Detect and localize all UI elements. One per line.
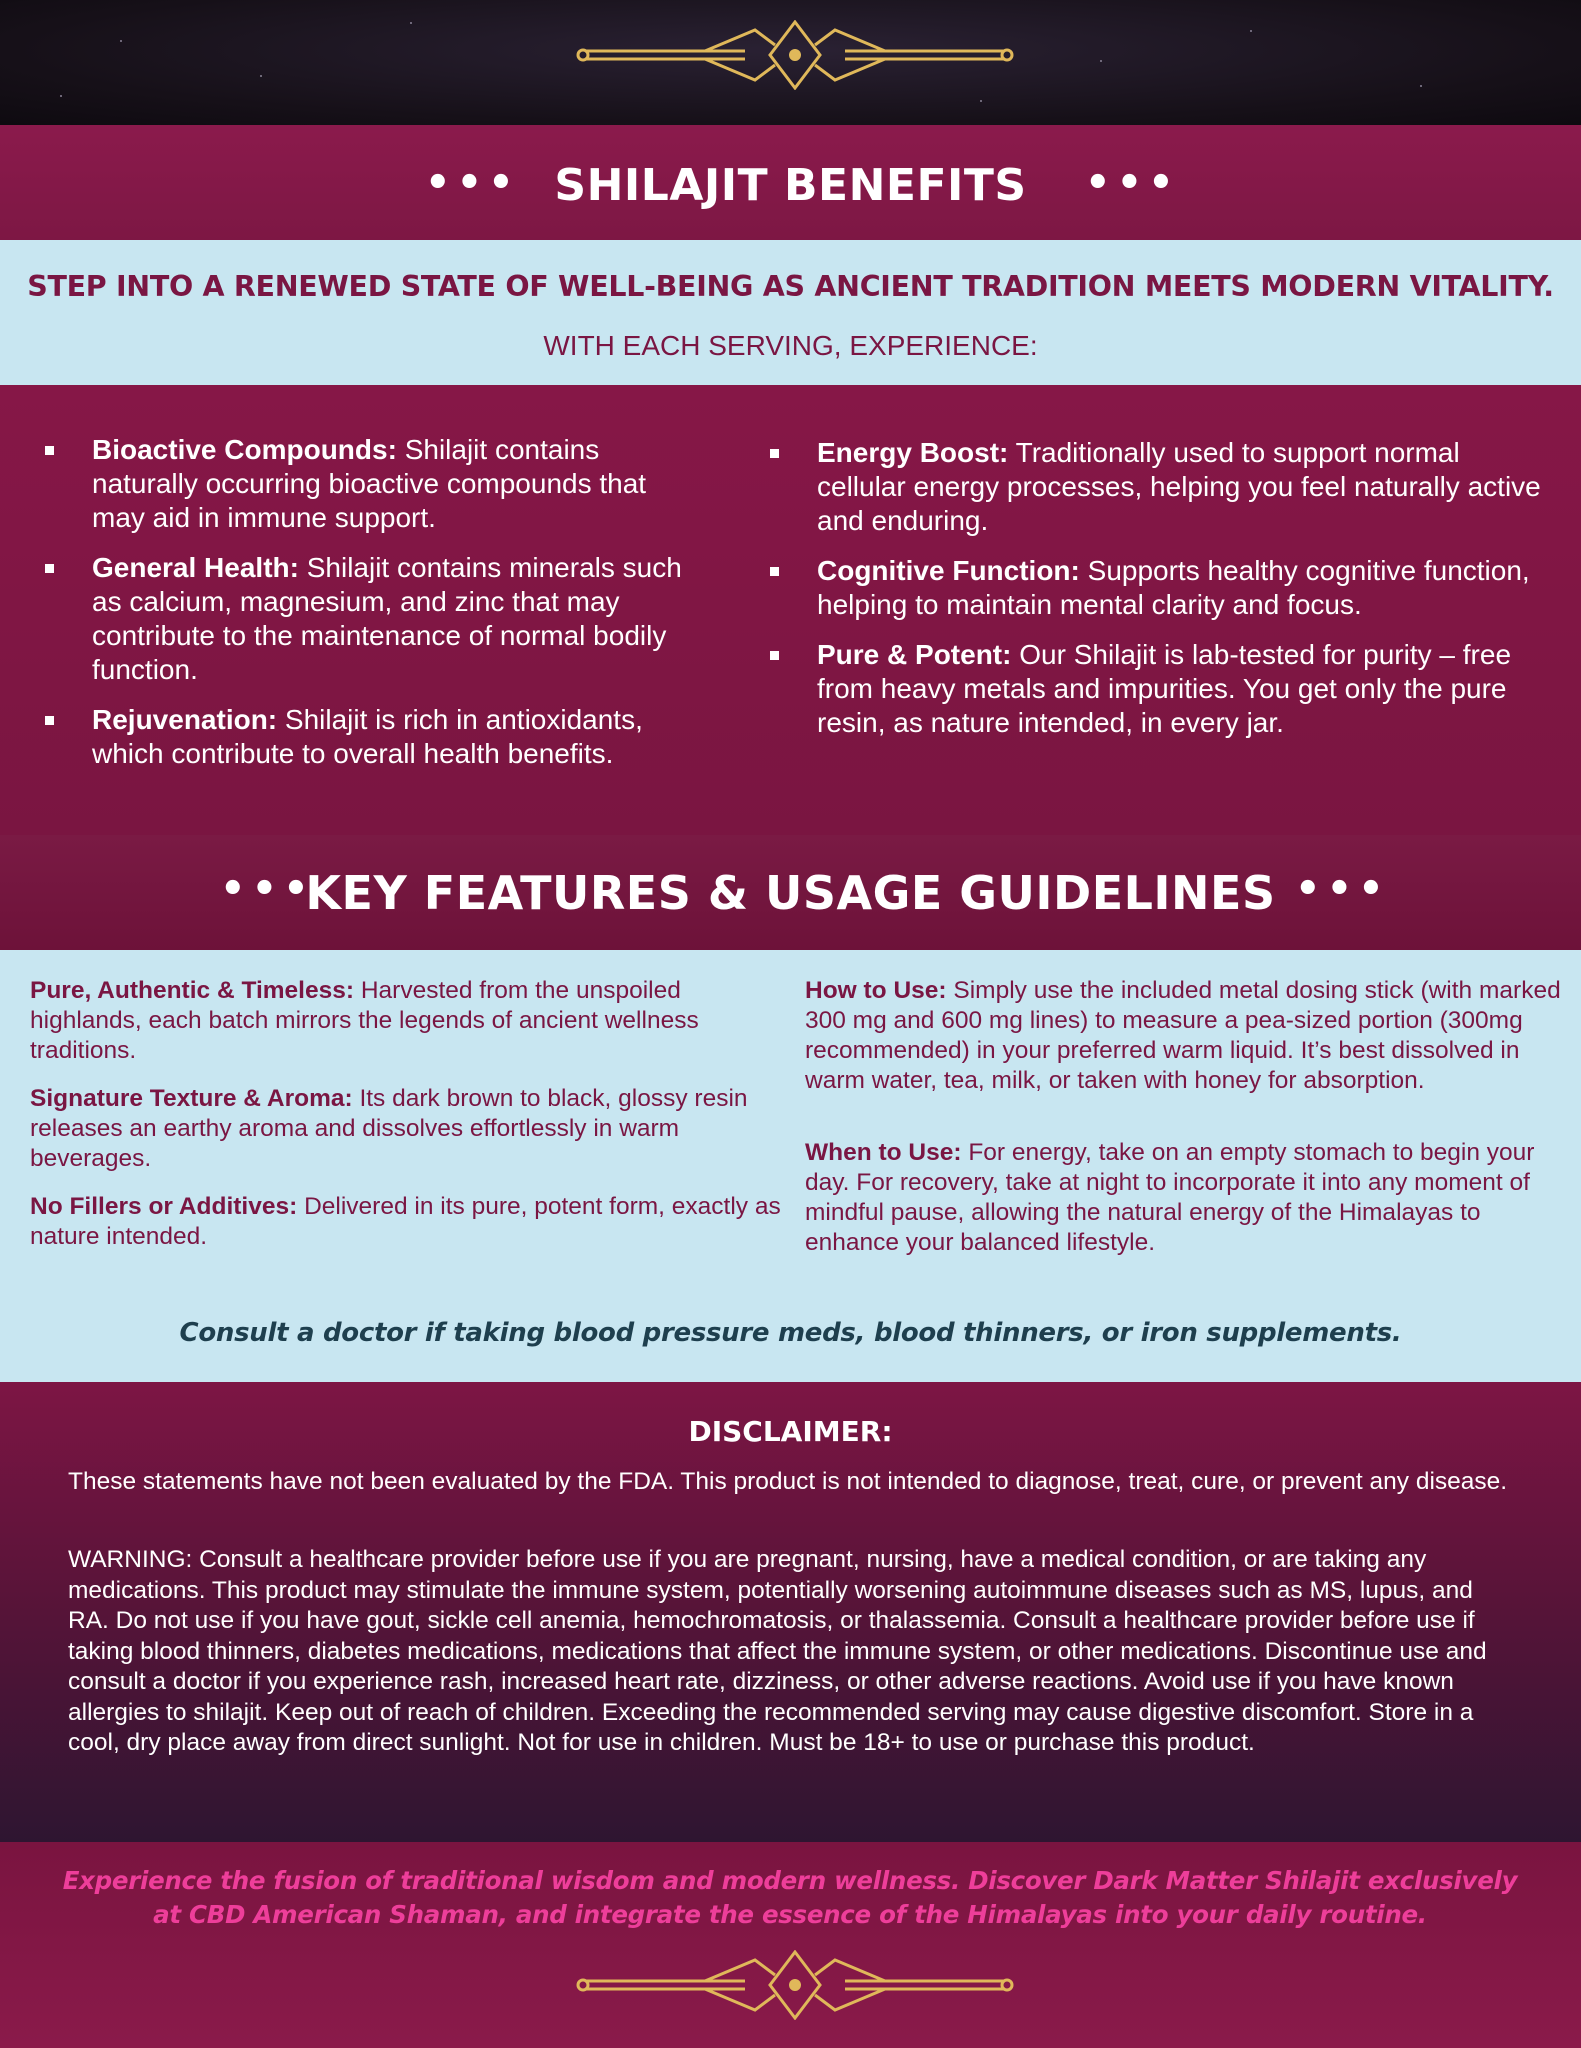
disclaimer-title: DISCLAIMER: [688, 1415, 893, 1448]
decorative-dots: ••• [220, 866, 315, 912]
benefit-text: Shilajit contains naturally occurring bioactive compounds that may aid in immune support. [92, 434, 647, 533]
benefit-text: Shilajit is rich in antioxidants, which contribute to overall health benefits. [92, 704, 643, 769]
square-bullet-icon [45, 716, 54, 725]
consult-doctor-note: Consult a doctor if taking blood pressure meds, blood thinners, or iron supplements. [179, 1318, 1402, 1348]
list-item [45, 551, 705, 687]
feature-label: When to Use: [805, 1139, 962, 1166]
list-item [770, 554, 1550, 622]
list-item [45, 703, 705, 771]
star-dot [260, 75, 262, 77]
benefits-left-list [45, 433, 705, 787]
benefit-label: General Health: [92, 552, 299, 583]
features-right-list [805, 976, 1565, 1276]
star-dot [120, 40, 122, 42]
list-item [805, 976, 1565, 1096]
benefits-right-list [770, 436, 1550, 756]
benefit-label: Cognitive Function: [817, 555, 1080, 586]
fda-statement: These statements have not been evaluated by the FDA. This product is not intended to diagnose, treat, cure, or prevent any disease. [68, 1468, 1508, 1495]
intro-headline: STEP INTO A RENEWED STATE OF WELL-BEING AS ANCIENT TRADITION MEETS MODERN VITALITY. [27, 270, 1554, 303]
gold-art-deco-ornament-icon [575, 20, 1015, 90]
list-item [805, 1138, 1565, 1258]
star-dot [1420, 85, 1422, 87]
feature-text: Simply use the included metal dosing stick (with marked 300 mg and 600 mg lines) to measure a pea-sized portion (300mg recommended) in your preferred warm liquid. It’s best dissolved in warm water, tea, milk, or taken with honey for absorption. [805, 977, 1561, 1094]
feature-text: Harvested from the unspoiled highlands, each batch mirrors the legends of ancient wellness traditions. [30, 977, 699, 1064]
decorative-dots: ••• [1295, 866, 1390, 912]
feature-label: No Fillers or Additives: [30, 1193, 298, 1220]
features-left-list [30, 976, 790, 1270]
intro-band [0, 240, 1581, 385]
benefit-label: Rejuvenation: [92, 704, 278, 735]
benefit-text: Traditionally used to support normal cellular energy processes, helping you feel naturally active and enduring. [817, 437, 1541, 536]
square-bullet-icon [770, 567, 779, 576]
benefit-label: Pure & Potent: [817, 639, 1012, 670]
benefits-title: SHILAJIT BENEFITS [554, 160, 1027, 211]
intro-subheadline: WITH EACH SERVING, EXPERIENCE: [543, 330, 1038, 361]
feature-text: Delivered in its pure, potent form, exactly as nature intended. [30, 1193, 781, 1250]
square-bullet-icon [45, 446, 54, 455]
square-bullet-icon [770, 651, 779, 660]
benefit-text: Supports healthy cognitive function, helping to maintain mental clarity and focus. [817, 555, 1530, 620]
feature-label: Signature Texture & Aroma: [30, 1085, 353, 1112]
star-dot [1250, 30, 1252, 32]
star-dot [1100, 60, 1102, 62]
list-item [45, 433, 705, 535]
feature-label: How to Use: [805, 977, 947, 1004]
decorative-dots: ••• [1085, 160, 1180, 206]
star-dot [410, 22, 412, 24]
footer-tagline: Experience the fusion of traditional wisdom and modern wellness. Discover Dark Matter Shilajit exclusively at CBD American Shaman, and integrate the essence of the Himalayas into your daily routine. [62, 1866, 1518, 1929]
list-item [30, 1192, 790, 1252]
benefit-label: Bioactive Compounds: [92, 434, 397, 465]
square-bullet-icon [45, 564, 54, 573]
list-item [30, 976, 790, 1066]
benefit-text: Shilajit contains minerals such as calcium, magnesium, and zinc that may contribute to the maintenance of normal bodily function. [92, 552, 682, 685]
square-bullet-icon [770, 449, 779, 458]
features-title: KEY FEATURES & USAGE GUIDELINES [305, 866, 1276, 920]
warning-text: WARNING: Consult a healthcare provider before use if you are pregnant, nursing, have a medical condition, or are taking any medications. This product may stimulate the immune system, potentially worsening autoimmune diseases such as MS, lupus, and RA. Do not use if you have gout, sickle cell anemia, hemochromatosis, or thalassemia. Consult a healthcare provider before use if taking blood thinners, diabetes medications, medications that affect the immune system, or other medications. Discontinue use and consult a doctor if you experience rash, increased heart rate, dizziness, or other adverse reactions. Avoid use if you have known allergies to shilajit. Keep out of reach of children. Exceeding the recommended serving may cause digestive discomfort. Store in a cool, dry place away from direct sunlight. Not for use in children. Must be 18+ to use or purchase this product. [68, 1546, 1487, 1756]
list-item [770, 638, 1550, 740]
star-dot [980, 100, 982, 102]
gold-art-deco-ornament-icon [575, 1950, 1015, 2020]
feature-text: For energy, take on an empty stomach to begin your day. For recovery, take at night to incorporate it into any moment of mindful pause, allowing the natural energy of the Himalayas to enhance your balanced lifestyle. [805, 1139, 1535, 1256]
list-item [30, 1084, 790, 1174]
list-item [770, 436, 1550, 538]
feature-label: Pure, Authentic & Timeless: [30, 977, 355, 1004]
feature-text: Its dark brown to black, glossy resin releases an earthy aroma and dissolves effortlessly in warm beverages. [30, 1085, 748, 1172]
benefit-label: Energy Boost: [817, 437, 1009, 468]
star-dot [60, 95, 62, 97]
benefit-text: Our Shilajit is lab-tested for purity – free from heavy metals and impurities. You get only the pure resin, as nature intended, in every jar. [817, 639, 1512, 738]
decorative-dots: ••• [425, 160, 520, 206]
